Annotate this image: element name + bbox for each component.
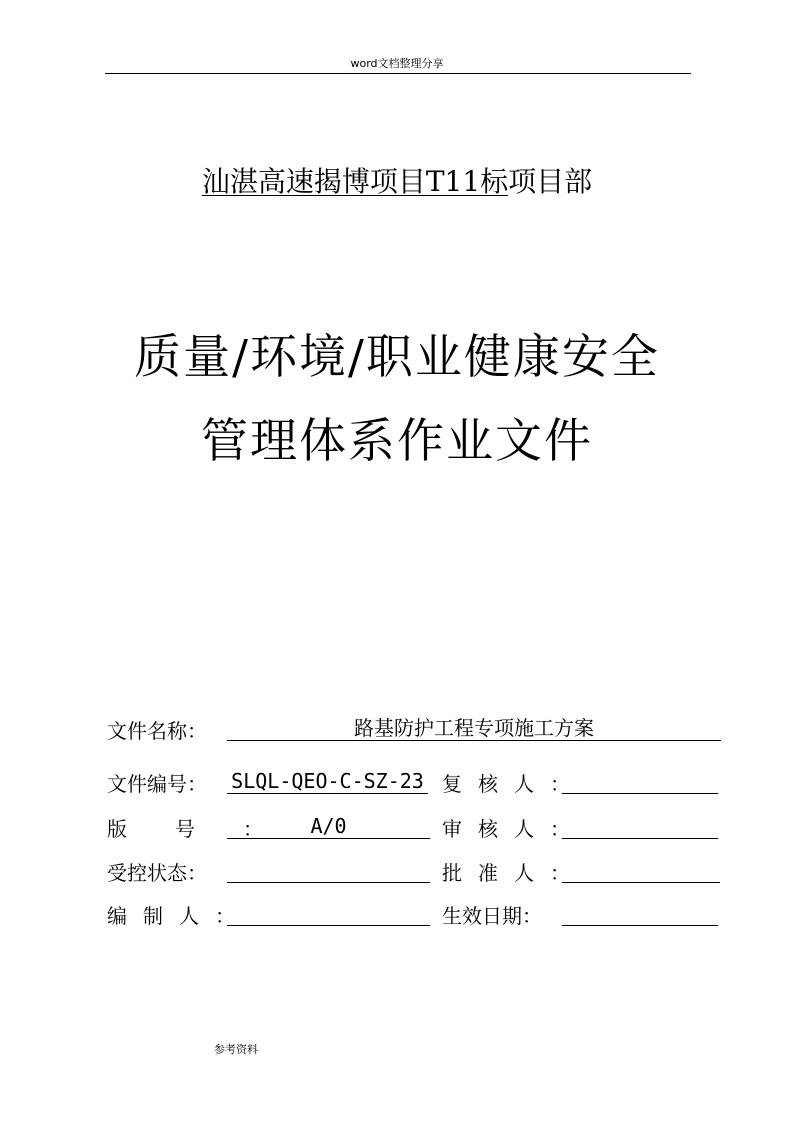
doc-name-field: 路基防护工程专项施工方案 [227, 716, 721, 741]
preparer-label: 编制人： [107, 904, 235, 928]
page-footer-text: 参考资料 [214, 1043, 258, 1056]
control-status-label: 受控状态： [107, 861, 207, 885]
reviewer-label: 复核人： [442, 772, 570, 796]
header-divider [105, 73, 691, 74]
page-header-text: word文档整理分享 [350, 57, 444, 70]
document-title-line-1: 质量/环境/职业健康安全 [134, 330, 660, 385]
approver-field [562, 858, 720, 883]
doc-number-label: 文件编号： [107, 772, 207, 796]
doc-name-label: 文件名称： [107, 719, 207, 743]
auditor-field [562, 814, 718, 839]
project-name-underlined: 汕湛高速揭博项目T11标 [201, 165, 509, 198]
doc-number-field: SLQL-QEO-C-SZ-23 [227, 769, 428, 794]
document-title-line-2: 管理体系作业文件 [201, 414, 593, 469]
version-field: A/0 [227, 814, 430, 839]
control-status-field [227, 858, 430, 883]
project-department-suffix: 项目部 [508, 165, 593, 198]
auditor-label: 审核人： [442, 817, 570, 841]
preparer-field [227, 901, 430, 926]
effective-date-field [562, 901, 718, 926]
project-department-title [0, 163, 794, 201]
version-label: 版号： [107, 817, 263, 841]
reviewer-field [562, 769, 718, 794]
effective-date-label: 生效日期： [442, 904, 542, 928]
approver-label: 批准人： [442, 861, 570, 885]
